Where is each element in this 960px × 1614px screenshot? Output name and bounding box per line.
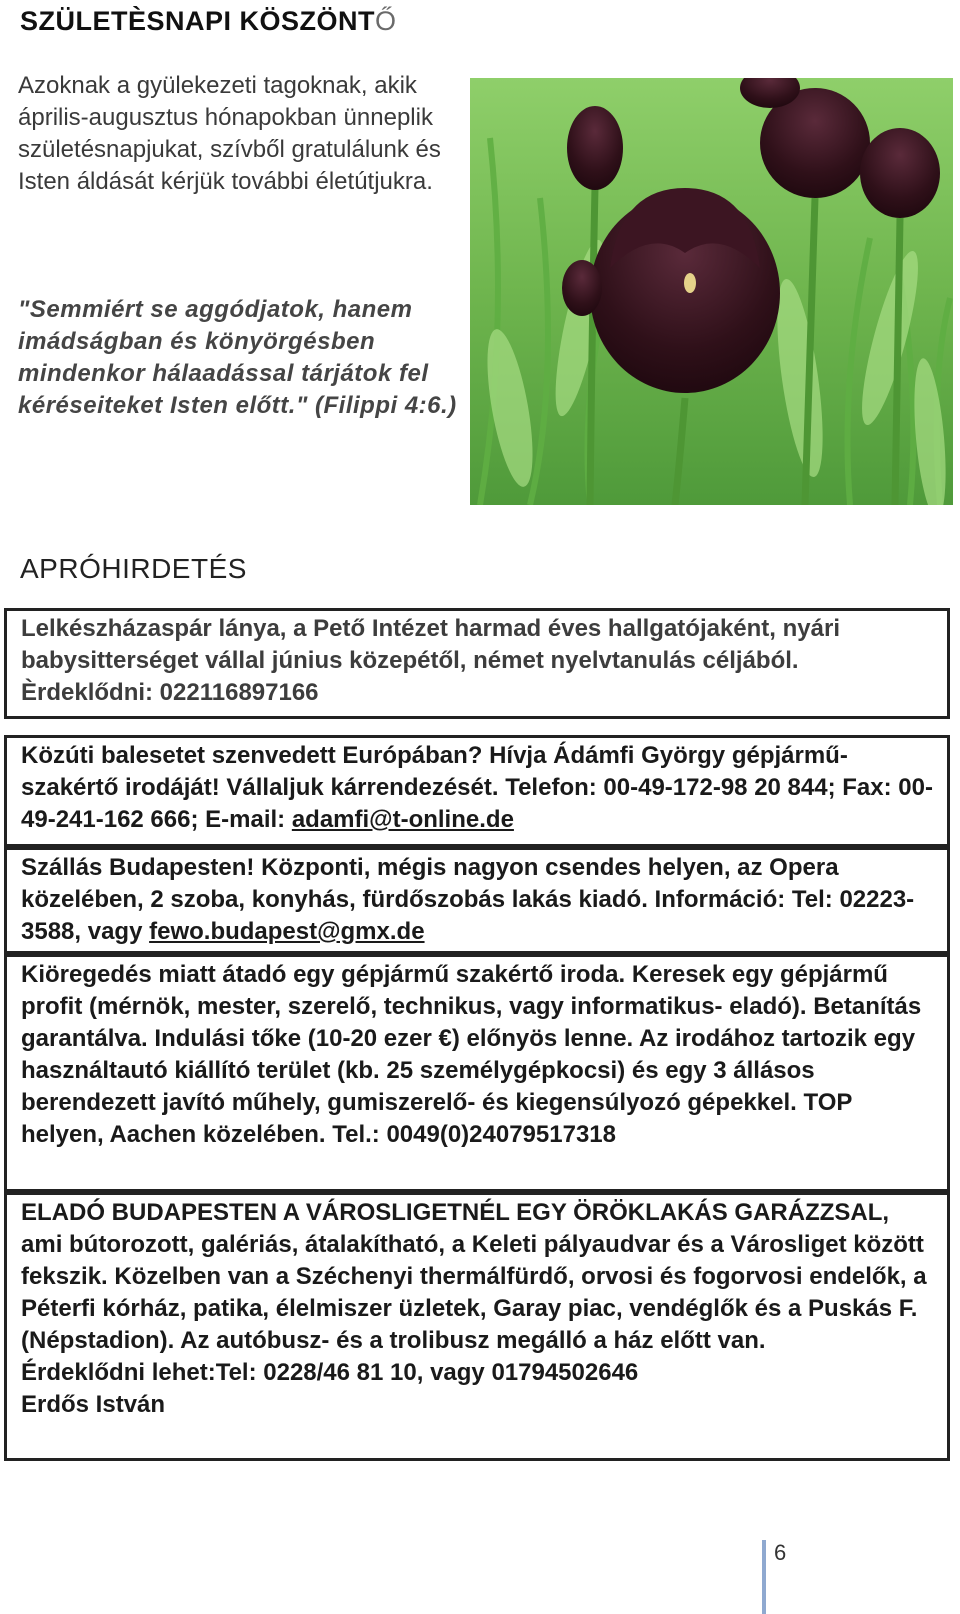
page-number: 6 [774,1540,787,1565]
ad-office-sale-text: Kiöregedés miatt átadó egy gépjármű szakértő iroda. Keresek egy gépjármű profit (mérnök, mester, szerelő, technikus, vagy informatikus- eladó). Betanítás garantálva. Indulási tőke (10-20 ezer €) előnyös lenne. Az irodához tartozik egy használtautó kiállító terület (kb. 25 személygépkocsi) és egy 3 állásos berendezett javító műhely, gumiszerelő- és kiegensúlyozó gépekkel. TOP helyen, Aachen közelében. Tel.: 0049(0)24079517318 [21,961,922,1148]
birthday-title-last-letter: Ő [375,6,397,36]
ad-car-expert-paragraph [21,740,935,836]
birthday-title [20,6,397,37]
ad-office-sale [4,954,950,1192]
ads-title: APRÓHIRDETÉS [20,553,247,584]
ad-apartment-sale [4,1192,950,1461]
ad-apartment-sale-contact: Érdeklődni lehet:Tel: 0228/46 81 10, vagy 01794502646 [21,1359,639,1386]
ad-accommodation [4,847,950,954]
ad-babysitter-text: Lelkészházaspár lánya, a Pető Intézet harmad éves hallgatójaként, nyári babysitterséget vállal június közepétől, német nyelvtanulás céljából. Èrdeklődni: 022116897166 [21,615,840,706]
page-number-rule [762,1540,766,1614]
ad-car-expert [4,735,950,847]
ad-babysitter [4,608,950,719]
ad-accommodation-paragraph [21,852,935,948]
birthday-intro-text: Azoknak a gyülekezeti tagoknak, akik április-augusztus hónapokban ünneplik születésnapjukat, szívből gratulálunk és Isten áldását kérjük további életútjukra. [18,72,441,195]
ad-accommodation-email-link[interactable]: fewo.budapest@gmx.de [149,918,425,945]
tulip-photo [470,78,953,505]
birthday-intro [18,70,463,198]
birthday-title-main: SZÜLETÈSNAPI KÖSZÖNT [20,6,376,36]
ad-apartment-sale-name: Erdős István [21,1391,166,1418]
tulip-photo-image [470,78,953,505]
ad-apartment-sale-text: ELADÓ BUDAPESTEN A VÁROSLIGETNÉL EGY ÖRÖKLAKÁS GARÁZZSAL, ami bútorozott, galériás, átalakítható, a Keleti pályaudvar és a Városliget között fekszik. Közelben van a Széchenyi thermálfürdő, orvosi és fogorvosi endelők, a Péterfi kórház, patika, élelmiszer üzletek, Garay piac, vendéglők és a Puskás F.(Népstadion). Az autóbusz- és a trolibusz megálló a ház előtt van. [21,1199,927,1354]
ad-car-expert-text: Közúti balesetet szenvedett Európában? Hívja Ádámfi György gépjármű-szakértő irodáját! Vállaljuk kárrendezését. Telefon: 00-49-172-98 20 844; Fax: 00-49-241-162 666; E-mail: [21,742,933,833]
bible-verse: "Semmiért se aggódjatok, hanem imádságban és könyörgésben mindenkor hálaadással tárjátok fel kéréseiteket Isten előtt." (Filippi 4:6.) [18,296,457,419]
ad-accommodation-text: Szállás Budapesten! Központi, mégis nagyon csendes helyen, az Opera közelében, 2 szoba, konyhás, fürdőszobás lakás kiadó. Információ: Tel: 02223-3588, vagy [21,854,915,945]
ad-car-expert-email-link[interactable]: adamfi@t-online.de [291,806,514,833]
